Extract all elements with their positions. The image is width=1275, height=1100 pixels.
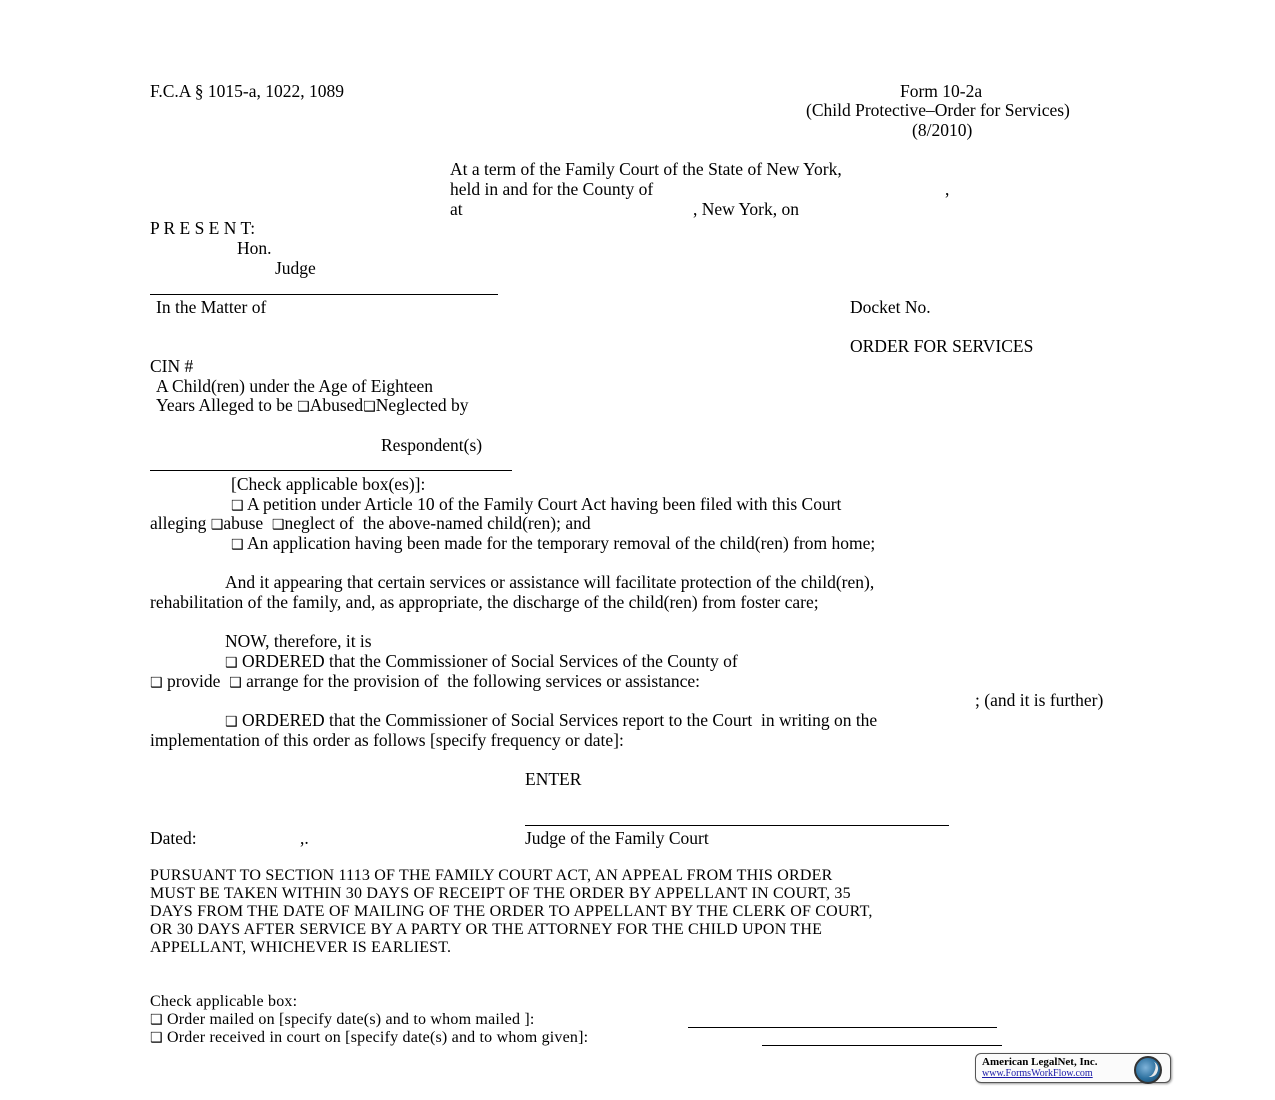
appeal-notice-line1: PURSUANT TO SECTION 1113 OF THE FAMILY COURT ACT, AN APPEAL FROM THIS ORDER — [150, 867, 833, 884]
logo-url-link[interactable]: www.FormsWorkFlow.com — [982, 1068, 1093, 1079]
now-therefore: NOW, therefore, it is — [225, 631, 372, 651]
judge-signature-label: Judge of the Family Court — [525, 828, 709, 848]
enter-label: ENTER — [525, 769, 582, 789]
further-text: ; (and it is further) — [975, 690, 1104, 710]
form-number: Form 10-2a — [900, 81, 983, 101]
petition-line2: alleging ❑abuse ❑neglect of the above-named child(ren); and — [150, 513, 591, 533]
cin-label: CIN # — [150, 356, 194, 376]
globe-icon — [1134, 1056, 1162, 1084]
abuse-checkbox[interactable]: ❑ — [210, 517, 224, 533]
statute-reference: F.C.A § 1015-a, 1022, 1089 — [150, 81, 345, 101]
american-legalnet-logo[interactable] — [975, 1053, 1171, 1083]
appeal-notice-line5: APPELLANT, WHICHEVER IS EARLIEST. — [150, 939, 452, 956]
footer-check-label: Check applicable box: — [150, 993, 298, 1010]
abused-checkbox[interactable]: ❑ — [297, 399, 310, 415]
petition-checkbox[interactable]: ❑ — [231, 498, 244, 514]
provide-arrange-line: ❑ provide ❑ arrange for the provision of the following services or assistance: — [150, 671, 700, 691]
ordered-report-checkbox[interactable]: ❑ — [225, 714, 238, 730]
county-comma: , — [945, 179, 950, 199]
appeal-notice-line4: OR 30 DAYS AFTER SERVICE BY A PARTY OR THE ATTORNEY FOR THE CHILD UPON THE — [150, 921, 823, 938]
implementation-line: implementation of this order as follows [specify frequency or date]: — [150, 730, 624, 750]
judge-signature-line — [525, 825, 949, 826]
ordered-services-line: ❑ ORDERED that the Commissioner of Social Services of the County of — [225, 651, 738, 671]
form-date: (8/2010) — [912, 120, 973, 140]
appeal-notice-line3: DAYS FROM THE DATE OF MAILING OF THE ORDER TO APPELLANT BY THE CLERK OF COURT, — [150, 903, 873, 920]
hon-label: Hon. — [237, 238, 272, 258]
court-term-line2: held in and for the County of — [450, 179, 654, 199]
order-received-blank[interactable] — [762, 1045, 1002, 1046]
appearing-line2: rehabilitation of the family, and, as appropriate, the discharge of the child(ren) from foster care; — [150, 592, 819, 612]
caption-bottom-rule — [150, 470, 512, 471]
application-checkbox[interactable]: ❑ — [231, 537, 244, 553]
court-at: at — [450, 199, 463, 219]
order-received-line: ❑ Order received in court on [specify date(s) and to whom given]: — [150, 1029, 589, 1046]
order-mailed-line: ❑ Order mailed on [specify date(s) and to whom mailed ]: — [150, 1011, 535, 1028]
caption-top-rule — [150, 294, 498, 295]
matter-label: In the Matter of — [156, 297, 267, 317]
provide-checkbox[interactable]: ❑ — [150, 675, 163, 691]
docket-label: Docket No. — [850, 297, 931, 317]
appearing-line1: And it appearing that certain services or assistance will facilitate protection of the child(ren), — [225, 572, 875, 592]
arrange-checkbox[interactable]: ❑ — [229, 675, 242, 691]
order-title: ORDER FOR SERVICES — [850, 336, 1034, 356]
court-term-line1: At a term of the Family Court of the State of New York, — [450, 159, 842, 179]
judge-label: Judge — [275, 258, 316, 278]
application-line: ❑ An application having been made for the temporary removal of the child(ren) from home; — [231, 533, 876, 553]
ordered-services-checkbox[interactable]: ❑ — [225, 655, 238, 671]
form-description: (Child Protective–Order for Services) — [806, 100, 1070, 120]
logo-company-name: American LegalNet, Inc. — [982, 1056, 1098, 1068]
respondent-label: Respondent(s) — [381, 435, 483, 455]
present-label: P R E S E N T: — [150, 218, 256, 238]
dated-label: Dated: — [150, 828, 197, 848]
order-mailed-checkbox[interactable]: ❑ — [150, 1012, 163, 1028]
petition-line1: ❑ A petition under Article 10 of the Family Court Act having been filed with this Court — [231, 494, 842, 514]
order-received-checkbox[interactable]: ❑ — [150, 1030, 163, 1046]
court-location-suffix: , New York, on — [693, 199, 799, 219]
ordered-report-line: ❑ ORDERED that the Commissioner of Social Services report to the Court in writing on the — [225, 710, 878, 730]
neglect-checkbox[interactable]: ❑ — [271, 517, 285, 533]
appeal-notice-line2: MUST BE TAKEN WITHIN 30 DAYS OF RECEIPT OF THE ORDER BY APPELLANT IN COURT, 35 — [150, 885, 851, 902]
child-description-line1: A Child(ren) under the Age of Eighteen — [156, 376, 434, 396]
child-description-line2: Years Alleged to be ❑Abused❑Neglected by — [156, 395, 469, 415]
dated-punctuation: ,. — [300, 828, 309, 848]
order-mailed-blank[interactable] — [688, 1027, 997, 1028]
check-boxes-instruction: [Check applicable box(es)]: — [231, 474, 426, 494]
neglected-checkbox[interactable]: ❑ — [363, 399, 376, 415]
